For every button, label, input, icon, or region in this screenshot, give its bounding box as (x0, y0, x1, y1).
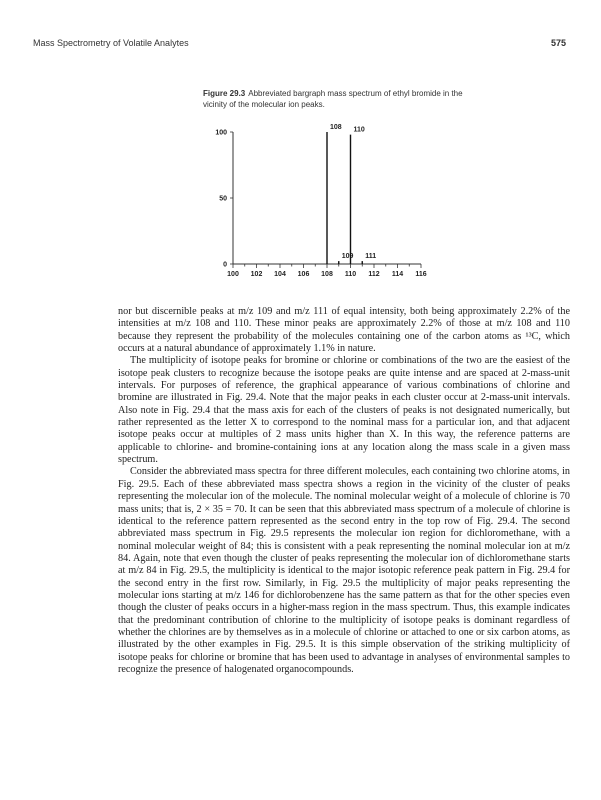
peak-label-110: 110 (353, 126, 365, 134)
running-header (33, 38, 566, 52)
y-tick-label: 0 (223, 261, 227, 269)
x-tick-label: 100 (227, 271, 239, 278)
paragraph-1: nor but discernible peaks at m/z 109 and m/z 111 of equal intensity, both being approximately 2.2% of the intensities at m/z 108 and 110. These minor peaks are approximately 2.2% of those at m/z 108 and 110 because they represent the probability of the molecules containing one of the carbon atoms as ¹³C, which occurs at a natural abundance of approximately 1.1% in nature. (118, 306, 570, 355)
peak-label-109: 109 (341, 253, 354, 261)
page-number: 575 (550, 38, 566, 48)
mass-spectrum-figure (195, 120, 435, 290)
x-tick-label: 110 (344, 271, 357, 278)
mass-spectrum-chart (195, 120, 435, 290)
figure-caption (203, 88, 463, 110)
paragraph-2: The multiplicity of isotope peaks for bromine or chlorine or combinations of the two are the easiest of the isotope peak clusters to recognize because the isotope peaks are quite intense and are spaced at 2-mass-unit intervals. For purposes of reference, the graphical appearance of various combinations of chlorine and bromine are illustrated in Fig. 29.4. Note that the major peaks in each cluster occur at 2-mass-unit intervals. Also note in Fig. 29.4 that the mass axis for each of the clusters of peaks is not designated numerically, but rather represented as the letter X to correspond to the nominal mass for a particular ion, and that adjacent isotope peaks occur at multiples of 2 mass units higher than X. In this way, the reference patterns are applicable to chlorine- and bromine-containing ions at any location along the mass scale in a given mass spectrum. (118, 355, 570, 466)
x-tick-label: 104 (274, 271, 286, 278)
figure-caption-text: Abbreviated bargraph mass spectrum of ethyl bromide in the vicinity of the molecular ion peaks. (203, 89, 463, 109)
x-tick-label: 114 (391, 271, 404, 278)
x-tick-label: 102 (250, 271, 263, 278)
x-tick-label: 116 (415, 271, 427, 278)
y-tick-label: 100 (215, 129, 227, 137)
running-header-title: Mass Spectrometry of Volatile Analytes (33, 38, 189, 48)
x-tick-label: 112 (368, 271, 380, 278)
peak-label-111: 111 (365, 253, 377, 261)
figure-label: Figure 29.3 (203, 89, 246, 98)
x-tick-label: 108 (321, 271, 333, 278)
body-text (118, 306, 570, 676)
peak-label-108: 108 (330, 124, 342, 131)
x-tick-label: 106 (297, 271, 310, 278)
y-tick-label: 50 (219, 195, 227, 203)
paragraph-3: Consider the abbreviated mass spectra for three different molecules, each containing two chlorine atoms, in Fig. 29.5. Each of these abbreviated mass spectra shows a region in the vicinity of the cluster of peaks representing the molecular ion of the molecule. The nominal molecular weight of a molecule of chlorine is 70 mass units; that is, 2 × 35 = 70. It can be seen that this abbreviated mass spectrum of a molecule of chlorine is identical to the reference pattern represented as the second entry in the top row of Fig. 29.4. The second abbreviated mass spectrum in Fig. 29.5 represents the molecular ion region for dichloromethane, with a nominal molecular weight of 84; this is consistent with a peak representing the nominal molecular ion at m/z 84. Again, note that even though the cluster of peaks representing the molecular ion of dichloromethane starts at m/z 84 in Fig. 29.5, the multiplicity is identical to the major isotopic reference peak pattern in Fig. 29.4 for the second entry in the first row. Similarly, in Fig. 29.5 the multiplicity of major peaks representing the molecular ions starting at m/z 146 for dichlorobenzene has the same pattern as that for the other species even though the cluster of peaks occurs in a higher-mass region in the mass spectrum. Thus, this example indicates that the predominant contribution of chlorine to the multiplicity of isotope peaks is dominant regardless of whether the chlorines are by themselves as in a molecule of chlorine or attached to one or six carbon atoms, as illustrated by the other examples in Fig. 29.5. It is this simple observation of the striking multiplicity of isotope peaks for chlorine or bromine that has been used to advantage in analyses of environmental samples to recognize the presence of halogenated organocompounds. (118, 466, 570, 675)
